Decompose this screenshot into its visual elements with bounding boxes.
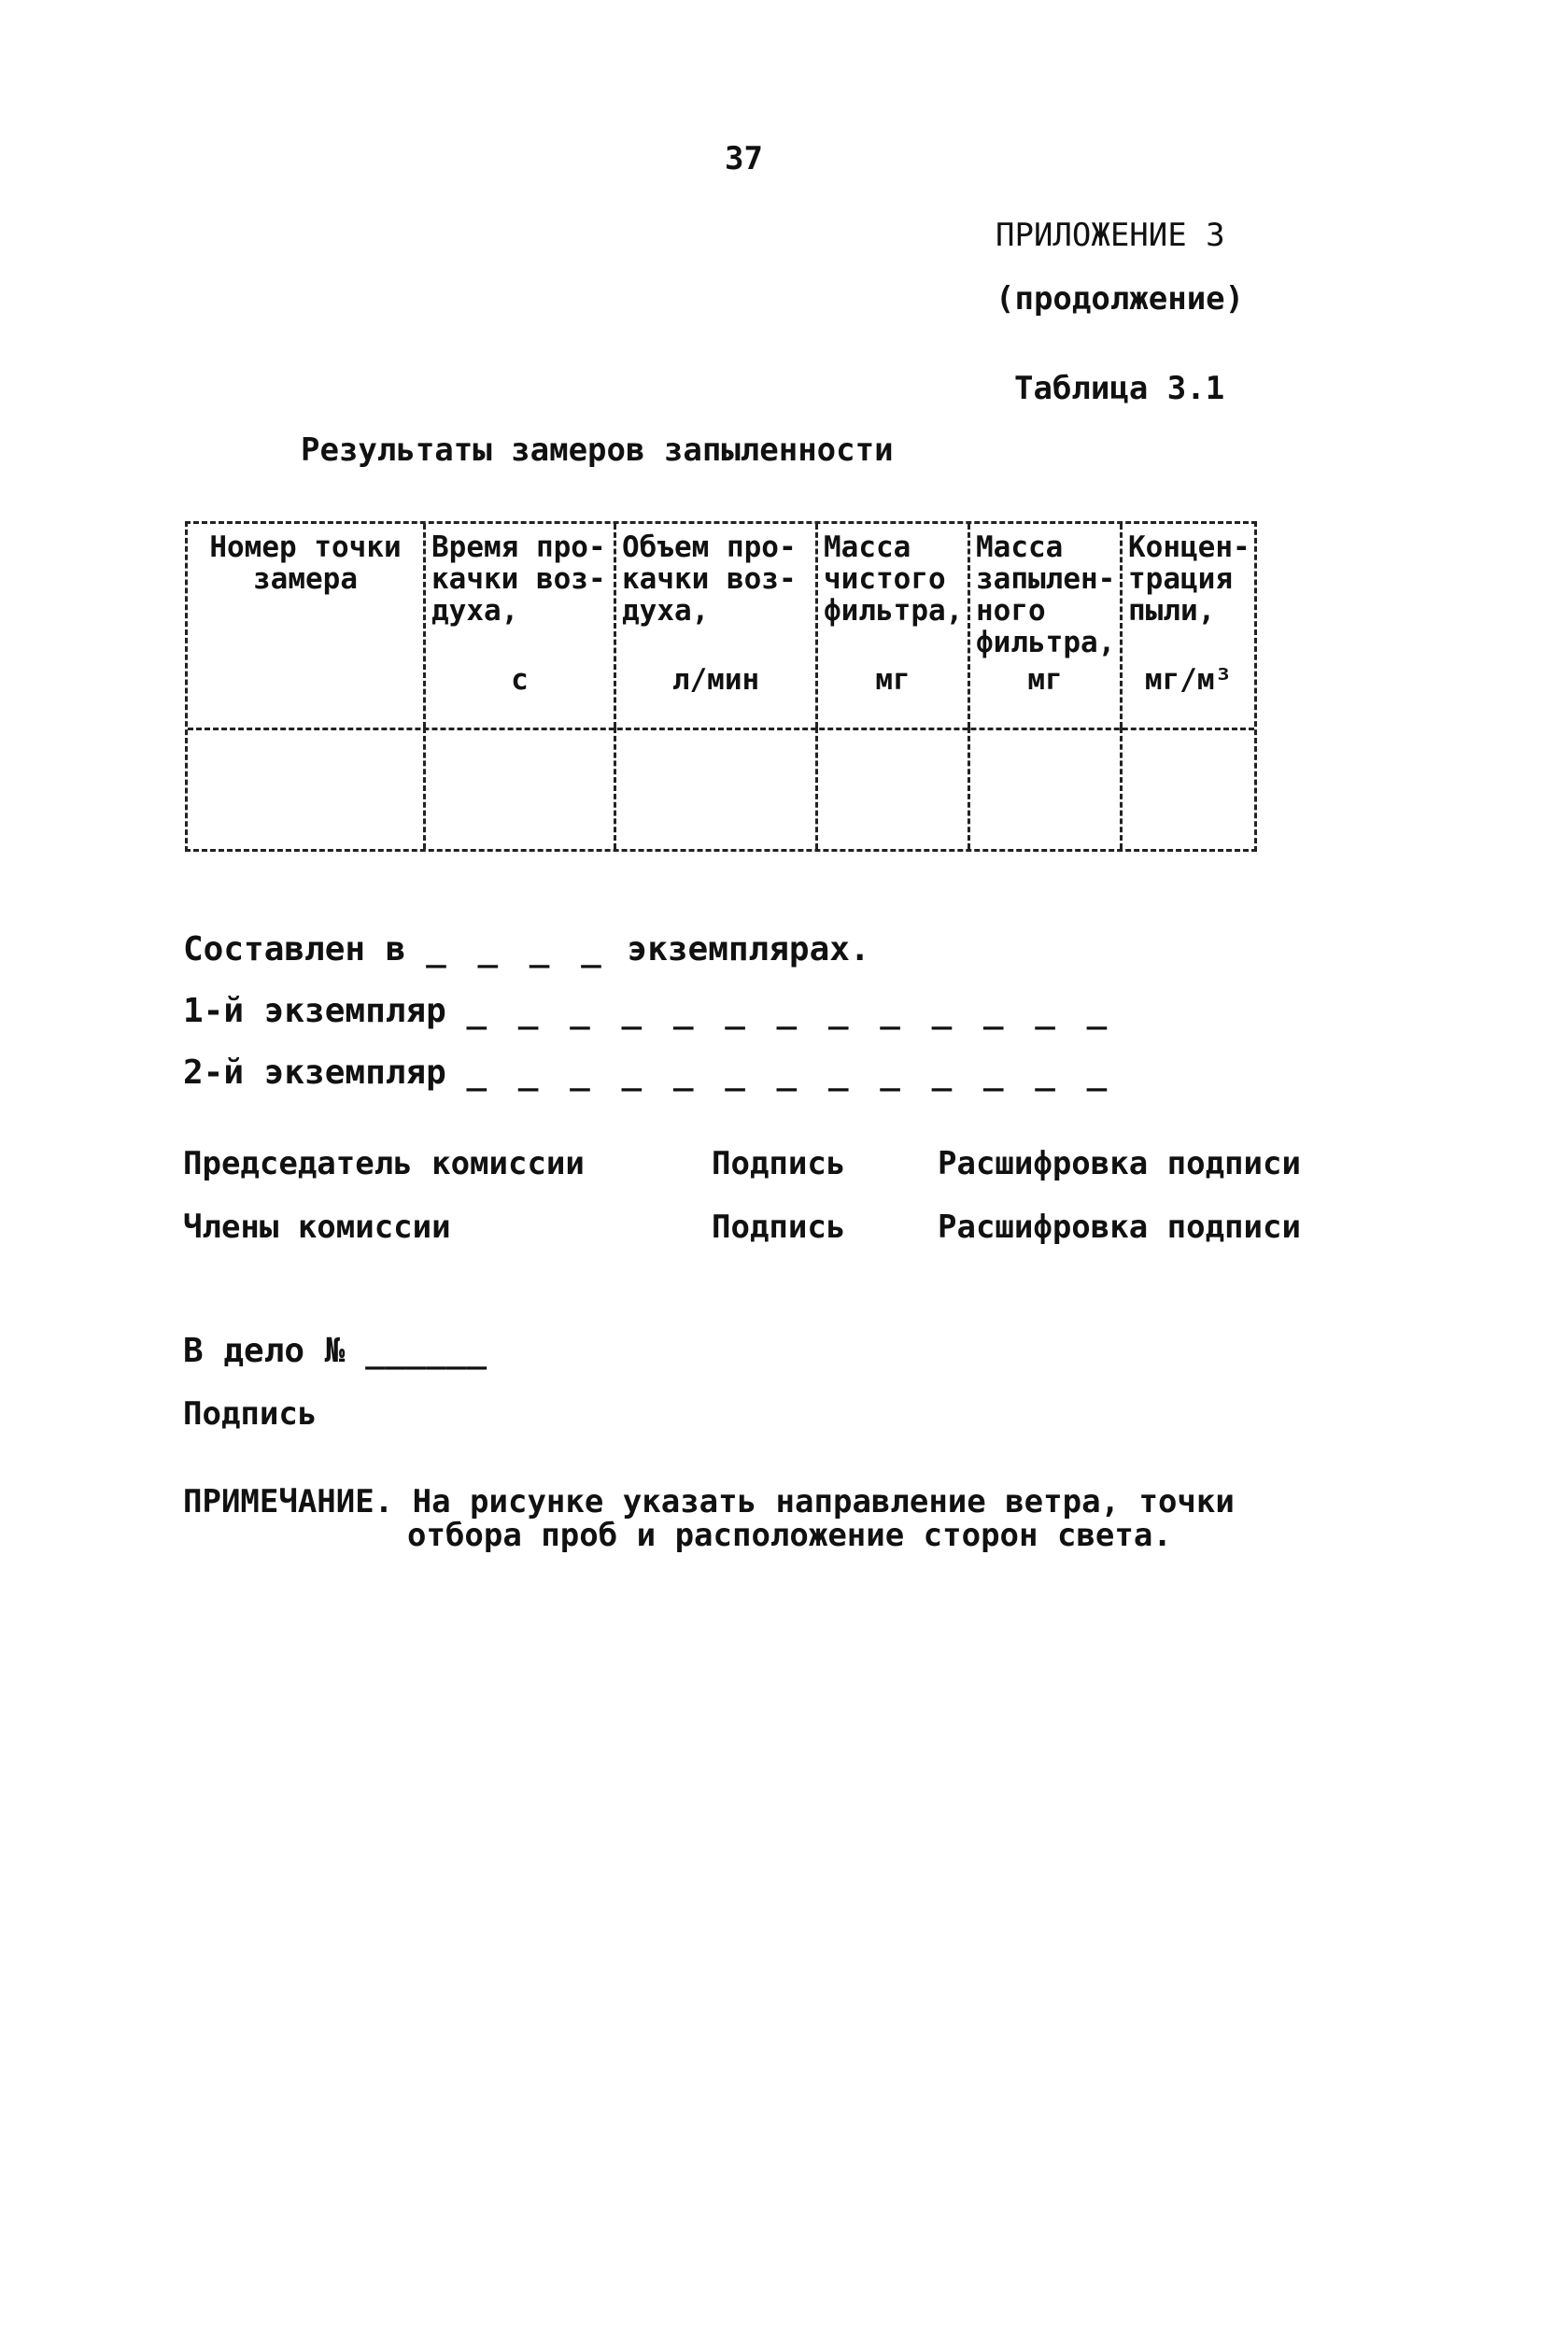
copy1-label: 1-й экземпляр	[183, 992, 446, 1030]
note-line-1: ПРИМЕЧАНИЕ. На рисунке указать направление ветра, точки	[183, 1483, 1235, 1520]
table-title: Результаты замеров запыленности	[301, 431, 894, 469]
header-unit: с	[511, 663, 529, 697]
case-line	[183, 1332, 487, 1370]
members-role: Члены комиссии	[183, 1209, 451, 1246]
header-point-number	[188, 524, 423, 728]
composed-line	[183, 930, 870, 968]
case-blank: ______	[365, 1332, 487, 1370]
header-unit: мг	[1027, 663, 1063, 697]
copy1-blank: _ _ _ _ _ _ _ _ _ _ _ _ _	[466, 992, 1113, 1030]
header-line: духа,	[431, 594, 519, 628]
header-line: фильтра,	[976, 626, 1116, 659]
header-line: чистого	[824, 562, 946, 596]
header-line: трация	[1128, 562, 1233, 596]
page-number: 37	[725, 140, 763, 177]
copy1-line	[183, 992, 1112, 1030]
copy2-label: 2-й экземпляр	[183, 1053, 446, 1092]
copy2-line	[183, 1053, 1112, 1092]
header-unit: мг/м³	[1144, 663, 1233, 697]
header-dust-concentration	[1123, 524, 1254, 728]
appendix-title: ПРИЛОЖЕНИЕ 3	[996, 217, 1225, 254]
table-header-row	[188, 524, 1254, 730]
chairman-decode: Расшифровка подписи	[938, 1145, 1301, 1182]
header-line: духа,	[622, 594, 710, 628]
composed-blank: _ _ _ _	[426, 930, 607, 968]
table-cell	[1123, 728, 1254, 849]
header-line: пыли,	[1128, 594, 1216, 628]
note-line-2: отбора проб и расположение сторон света.	[407, 1517, 1172, 1554]
header-line: запылен-	[976, 562, 1116, 596]
header-line: Время про-	[431, 530, 606, 564]
table-row	[188, 728, 1254, 849]
header-unit: мг	[875, 663, 911, 697]
table-cell	[426, 728, 614, 849]
header-line: Номер точки	[209, 530, 402, 564]
table-cell	[616, 728, 815, 849]
copy2-blank: _ _ _ _ _ _ _ _ _ _ _ _ _	[466, 1053, 1113, 1092]
header-line: Концен-	[1128, 530, 1250, 564]
header-line: ного	[976, 594, 1046, 628]
header-line: качки воз-	[622, 562, 797, 596]
table-cell	[818, 728, 968, 849]
table-cell	[970, 728, 1120, 849]
composed-prefix: Составлен в	[183, 930, 406, 968]
header-unit: л/мин	[671, 663, 760, 697]
chairman-sign: Подпись	[712, 1145, 846, 1182]
table-cell	[188, 728, 423, 849]
appendix-continuation: (продолжение)	[996, 280, 1245, 318]
chairman-role: Председатель комиссии	[183, 1145, 585, 1182]
header-line: Объем про-	[622, 530, 797, 564]
header-air-volume	[616, 524, 815, 728]
header-clean-filter-mass	[818, 524, 968, 728]
header-line: фильтра,	[824, 594, 964, 628]
case-signature: Подпись	[183, 1395, 318, 1433]
header-line: качки воз-	[431, 562, 606, 596]
results-table	[185, 521, 1257, 852]
composed-suffix: экземплярах.	[627, 930, 870, 968]
case-label: В дело №	[183, 1332, 346, 1370]
members-decode: Расшифровка подписи	[938, 1209, 1301, 1246]
members-sign: Подпись	[712, 1209, 846, 1246]
header-pump-time	[426, 524, 614, 728]
header-line: Масса	[976, 530, 1064, 564]
header-dusty-filter-mass	[970, 524, 1120, 728]
header-line: замера	[253, 562, 358, 596]
table-label: Таблица 3.1	[1014, 370, 1225, 407]
header-line: Масса	[824, 530, 911, 564]
